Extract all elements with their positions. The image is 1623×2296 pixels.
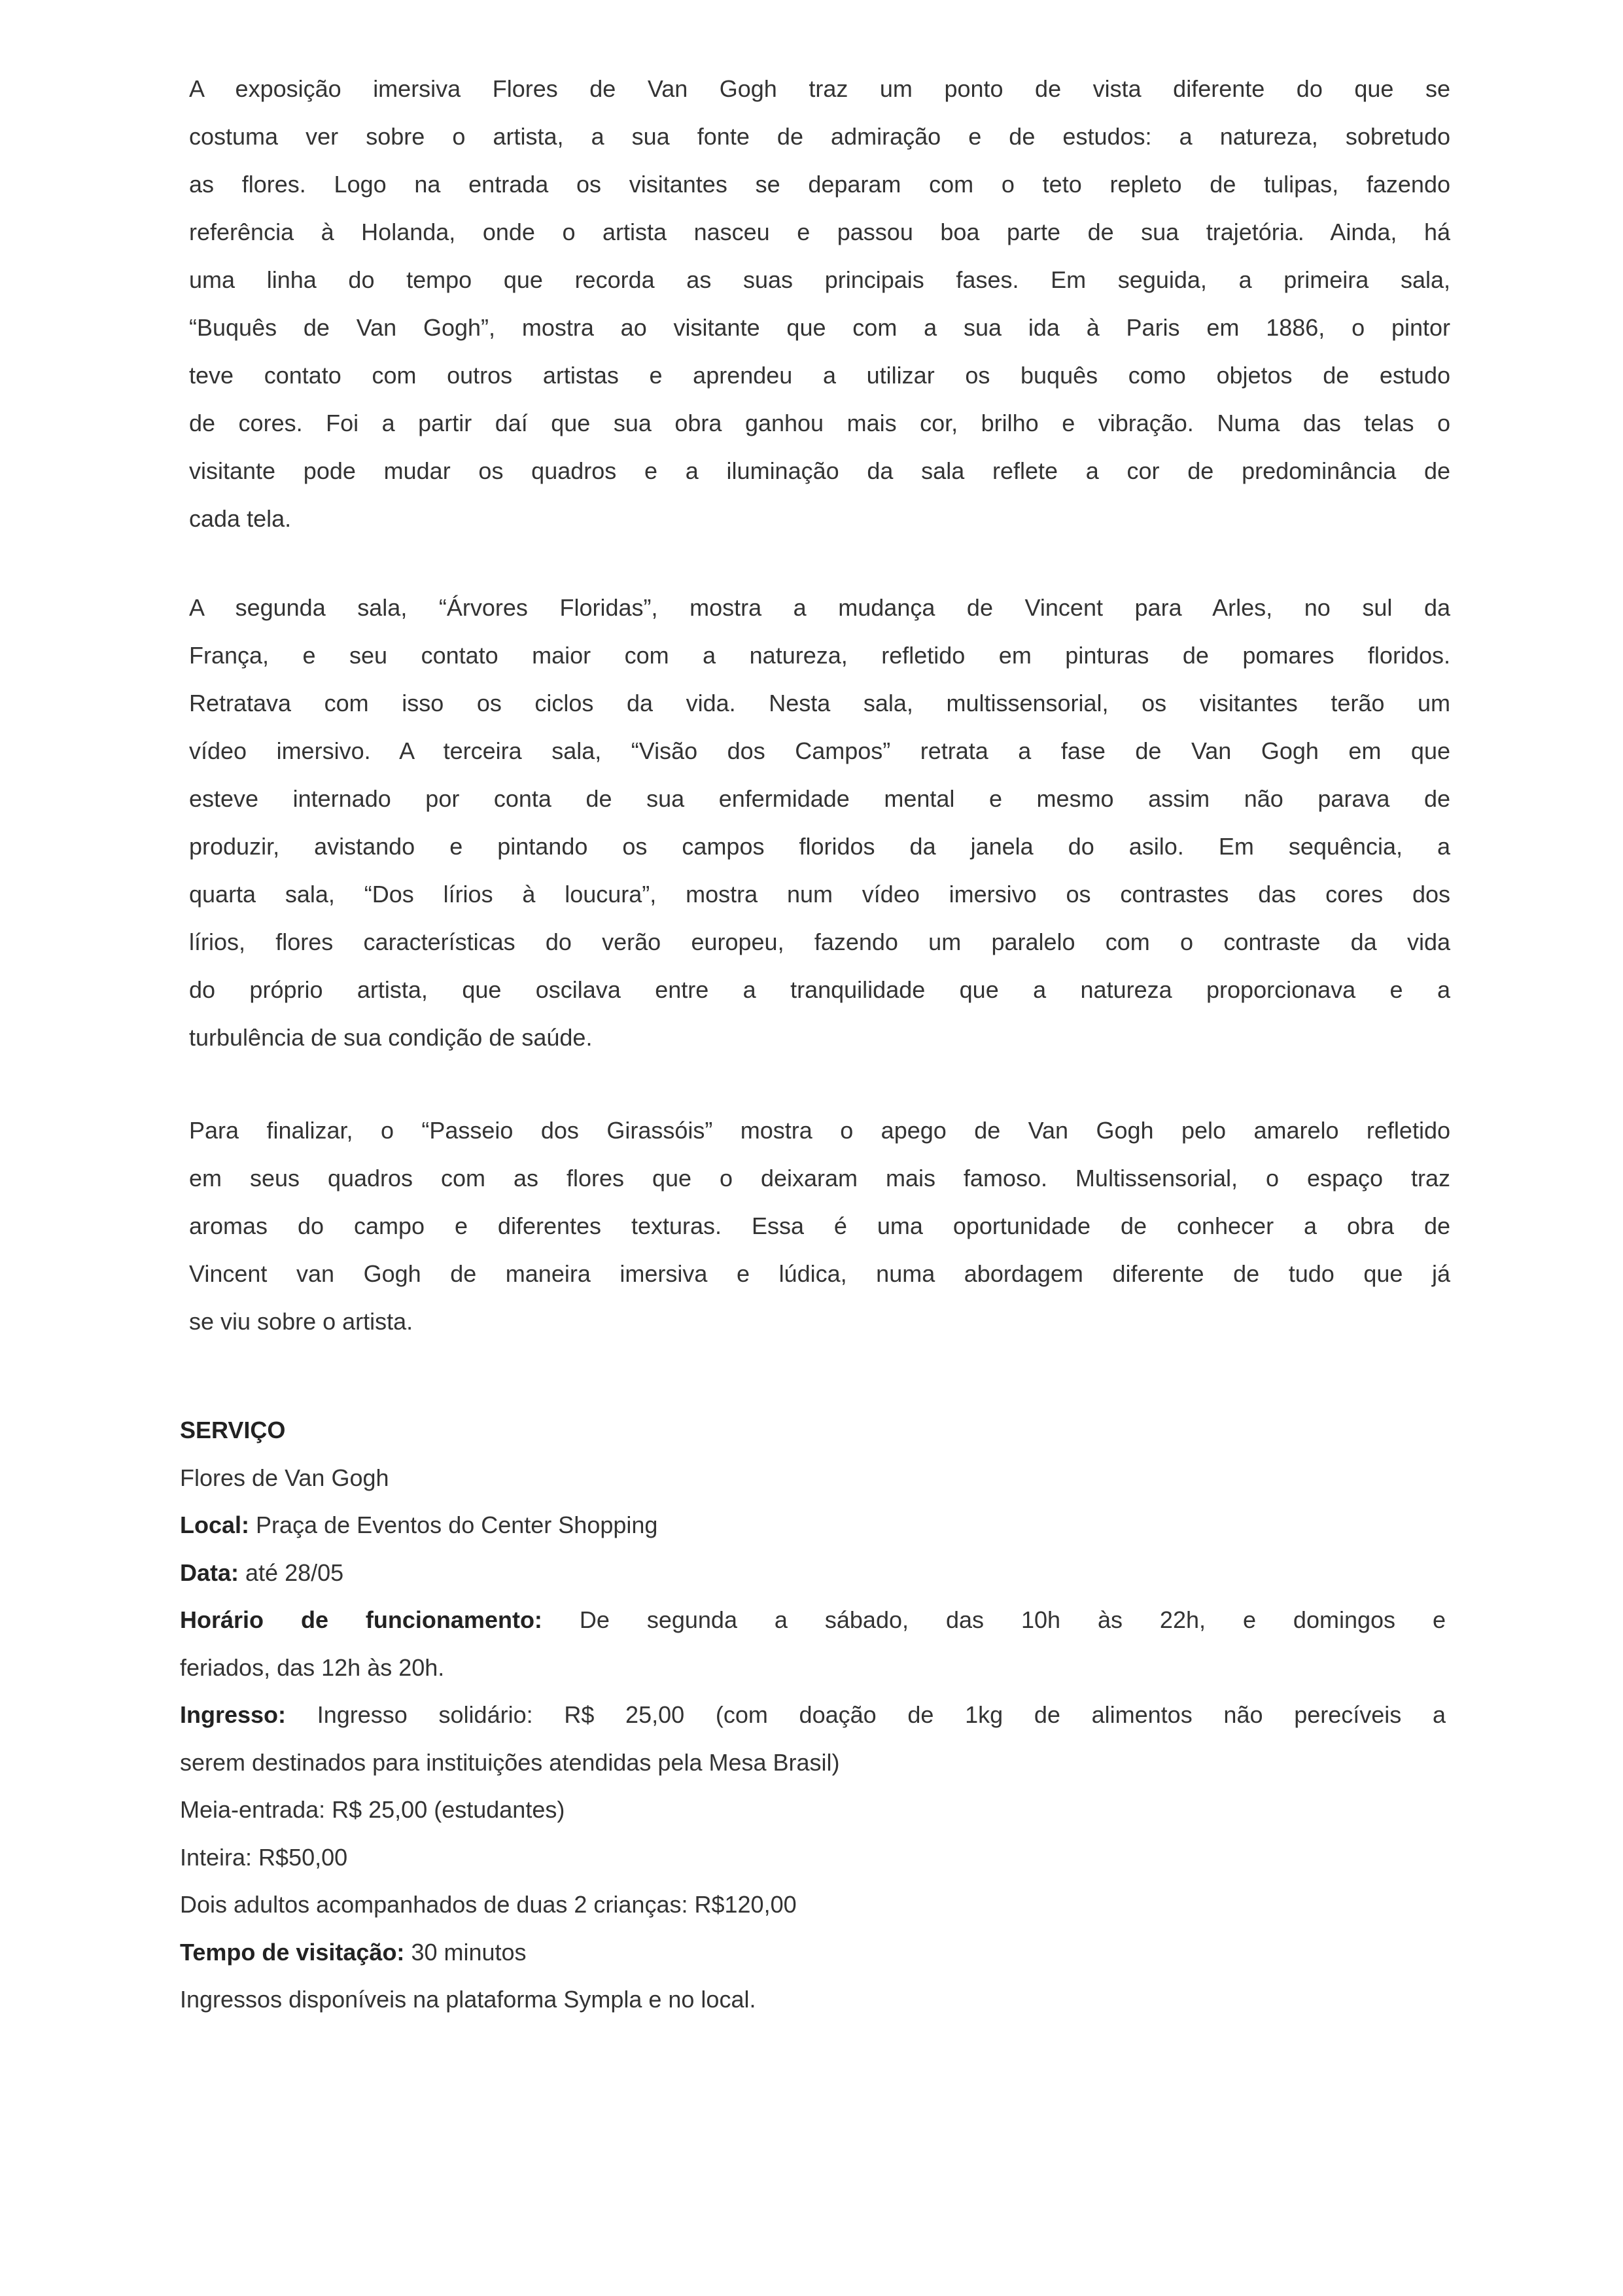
hours-label: Horário de funcionamento: [180,1606,542,1633]
date-value: até 28/05 [239,1559,344,1586]
paragraph-rooms [189,584,1450,1061]
service-heading [180,1407,1446,1455]
ticket-row [180,1691,1446,1739]
duration-row [180,1929,1446,1977]
text-line: uma linha do tempo que recorda as suas principais fases. Em seguida, a primeira sala, [189,266,1450,293]
hours-row [180,1597,1446,1644]
event-name: Flores de Van Gogh [180,1464,389,1491]
service-section [180,1407,1446,2024]
full-price: Inteira: R$50,00 [180,1843,348,1871]
text-line: cada tela. [189,505,292,532]
text-line: quarta sala, “Dos lírios à loucura”, mostra num vídeo imersivo os contrastes das cores dos [189,881,1450,908]
text-line: aromas do campo e diferentes texturas. Essa é uma oportunidade de conhecer a obra de [189,1212,1450,1239]
duration-label: Tempo de visitação: [180,1938,405,1966]
hours-value: De segunda a sábado, das 10h às 22h, e domingos e [542,1606,1446,1633]
text-line: teve contato com outros artistas e aprendeu a utilizar os buquês como objetos de estudo [189,362,1450,389]
local-row [180,1502,1446,1549]
text-line: produzir, avistando e pintando os campos floridos da janela do asilo. Em sequência, a [189,833,1450,860]
text-line: em seus quadros com as flores que o deixaram mais famoso. Multissensorial, o espaço traz [189,1165,1450,1192]
hours-row-cont: feriados, das 12h às 20h. [180,1653,445,1681]
text-line: visitante pode mudar os quadros e a iluminação da sala reflete a cor de predominância de [189,457,1450,484]
text-line: A segunda sala, “Árvores Floridas”, mostra a mudança de Vincent para Arles, no sul da [189,594,1450,621]
text-line: Para finalizar, o “Passeio dos Girassóis” mostra o apego de Van Gogh pelo amarelo refletido [189,1117,1450,1144]
text-line: referência à Holanda, onde o artista nasceu e passou boa parte de sua trajetória. Ainda, há [189,219,1450,245]
paragraph-intro [189,65,1450,542]
text-line: esteve internado por conta de sua enfermidade mental e mesmo assim não parava de [189,785,1450,812]
text-line: costuma ver sobre o artista, a sua fonte de admiração e de estudos: a natureza, sobretudo [189,123,1450,150]
availability: Ingressos disponíveis na plataforma Sympla e no local. [180,1986,756,2013]
text-line: A exposição imersiva Flores de Van Gogh traz um ponto de vista diferente do que se [189,75,1450,102]
text-line: França, e seu contato maior com a natureza, refletido em pinturas de pomares floridos. [189,642,1450,669]
service-heading-text: SERVIÇO [180,1417,286,1443]
text-line: as flores. Logo na entrada os visitantes se deparam com o teto repleto de tulipas, fazendo [189,171,1450,198]
paragraph-finale [189,1106,1450,1345]
local-label: Local: [180,1511,250,1538]
text-line: de cores. Foi a partir daí que sua obra ganhou mais cor, brilho e vibração. Numa das telas o [189,410,1450,436]
local-value: Praça de Eventos do Center Shopping [249,1511,658,1538]
text-line: lírios, flores características do verão europeu, fazendo um paralelo com o contraste da vida [189,928,1450,955]
ticket-value: Ingresso solidário: R$ 25,00 (com doação de 1kg de alimentos não perecíveis a [286,1701,1446,1728]
date-row [180,1549,1446,1597]
family-price: Dois adultos acompanhados de duas 2 crianças: R$120,00 [180,1891,797,1918]
text-line: vídeo imersivo. A terceira sala, “Visão dos Campos” retrata a fase de Van Gogh em que [189,737,1450,764]
text-line: turbulência de sua condição de saúde. [189,1024,593,1051]
text-line: “Buquês de Van Gogh”, mostra ao visitante que com a sua ida à Paris em 1886, o pintor [189,314,1450,341]
duration-value: 30 minutos [404,1938,527,1966]
text-line: Retratava com isso os ciclos da vida. Nesta sala, multissensorial, os visitantes terão um [189,690,1450,716]
ticket-label: Ingresso: [180,1701,287,1728]
ticket-row-cont: serem destinados para instituições atendidas pela Mesa Brasil) [180,1748,840,1776]
text-line: do próprio artista, que oscilava entre a tranquilidade que a natureza proporcionava e a [189,976,1450,1003]
text-line: se viu sobre o artista. [189,1308,413,1335]
date-label: Data: [180,1559,239,1586]
text-line: Vincent van Gogh de maneira imersiva e lúdica, numa abordagem diferente de tudo que já [189,1260,1450,1287]
half-price: Meia-entrada: R$ 25,00 (estudantes) [180,1796,565,1823]
